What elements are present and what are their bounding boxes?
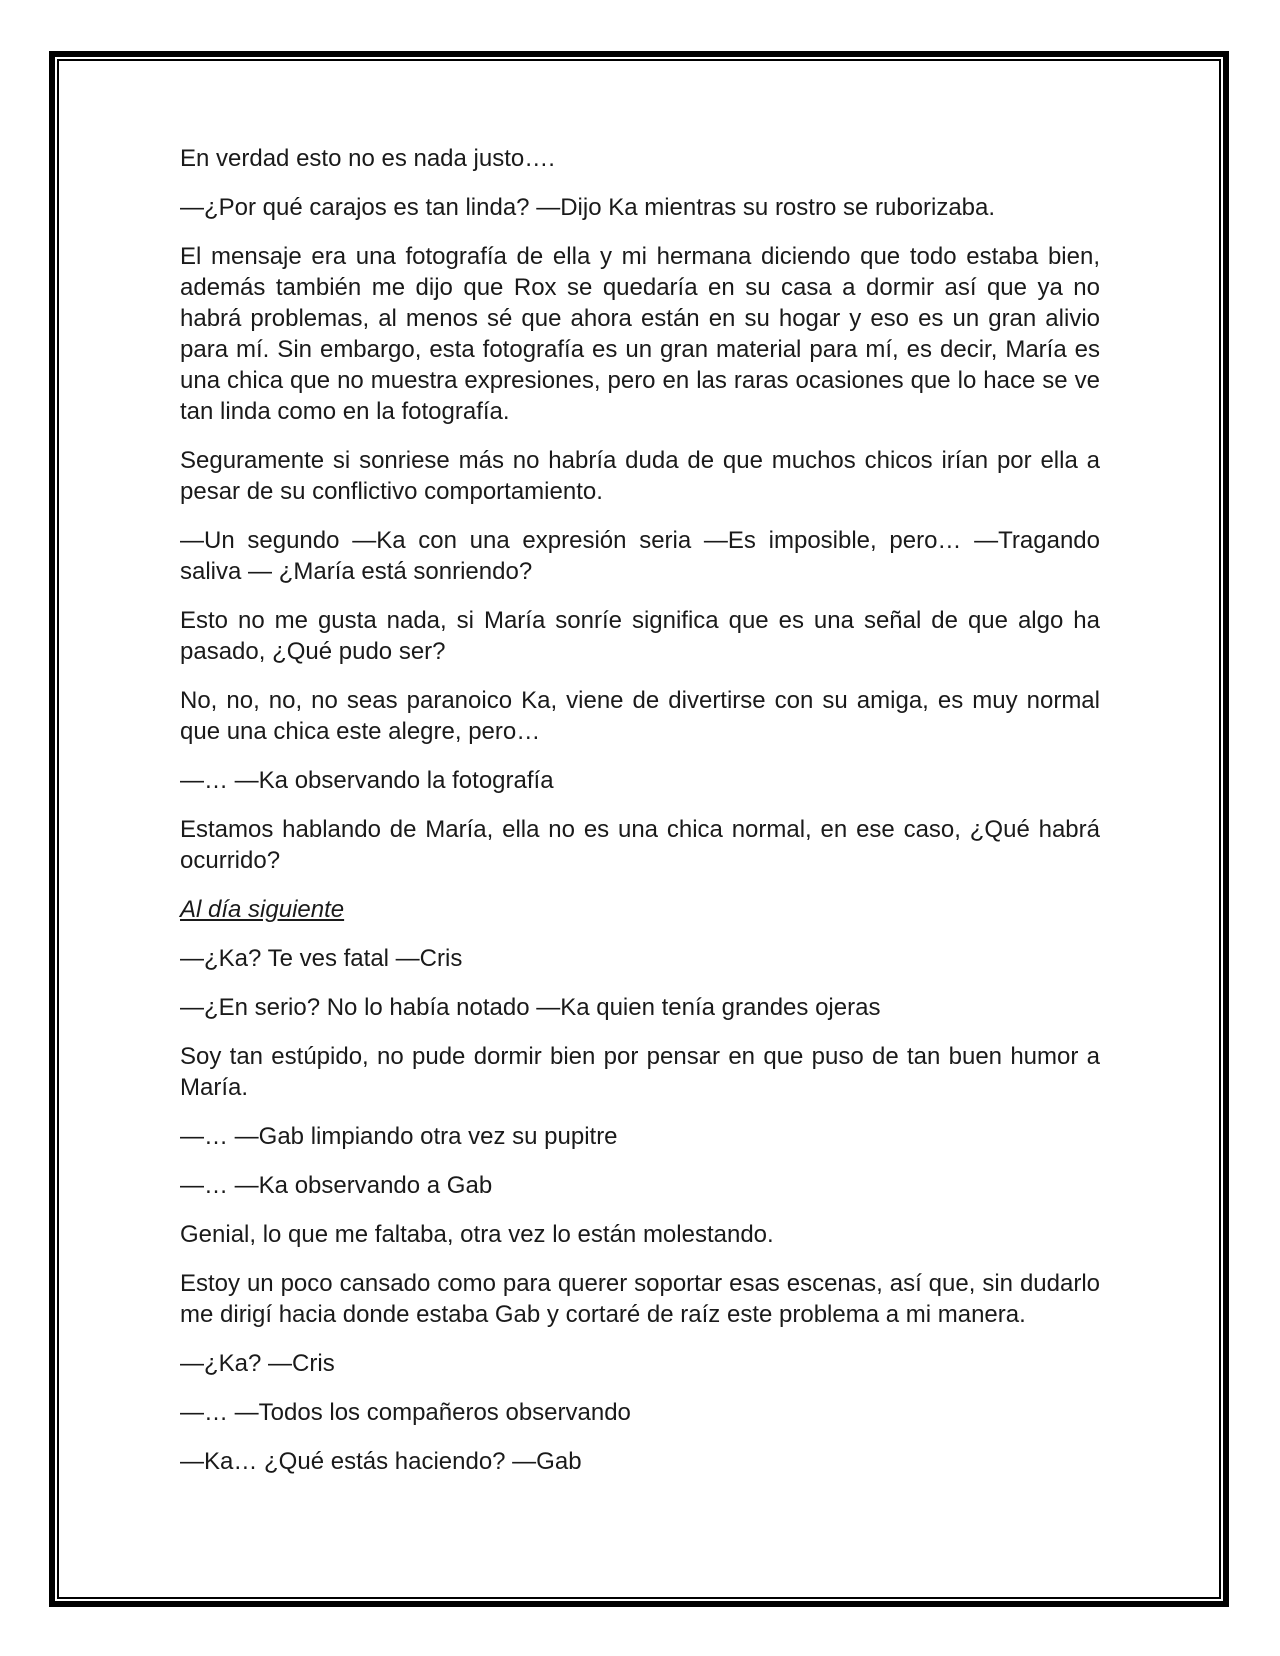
paragraph-17: Estoy un poco cansado como para querer soportar esas escenas, así que, sin dudarlo me dirigí hacia donde estaba Gab y cortaré de raíz este problema a mi manera. (180, 1270, 1100, 1328)
paragraph-09: Estamos hablando de María, ella no es una chica normal, en ese caso, ¿Qué habrá ocurrido? (180, 816, 1100, 874)
paragraph-13: Soy tan estúpido, no pude dormir bien por pensar en que puso de tan buen humor a María. (180, 1043, 1100, 1101)
paragraph-02: —¿Por qué carajos es tan linda? —Dijo Ka mientras su rostro se ruborizaba. (180, 194, 996, 221)
paragraph-03: El mensaje era una fotografía de ella y mi hermana diciendo que todo estaba bien, además también me dijo que Rox se quedaría en su casa a dormir así que ya no habrá problemas, al menos sé que ahora están en su hogar y eso es un gran alivio para mí. Sin embargo, esta fotografía es un gran material para mí, es decir, María es una chica que no muestra expresiones, pero en las raras ocasiones que lo hace se ve tan linda como en la fotografía. (180, 243, 1100, 425)
paragraph-19: —… —Todos los compañeros observando (180, 1399, 631, 1426)
paragraph-01: En verdad esto no es nada justo…. (180, 145, 555, 172)
paragraph-20: —Ka… ¿Qué estás haciendo? —Gab (180, 1448, 582, 1475)
document-content (59, 61, 1219, 1597)
paragraph-08: —… —Ka observando la fotografía (180, 767, 554, 794)
section-heading: Al día siguiente (180, 896, 345, 923)
paragraph-06: Esto no me gusta nada, si María sonríe significa que es una señal de que algo ha pasado, ¿Qué pudo ser? (180, 607, 1100, 665)
page-border-inner (57, 59, 1221, 1599)
paragraph-18: —¿Ka? —Cris (180, 1350, 335, 1377)
paragraph-16: Genial, lo que me faltaba, otra vez lo están molestando. (180, 1221, 774, 1248)
paragraph-12: —¿En serio? No lo había notado —Ka quien tenía grandes ojeras (180, 994, 881, 1021)
paragraph-04: Seguramente si sonriese más no habría duda de que muchos chicos irían por ella a pesar de su conflictivo comportamiento. (180, 447, 1100, 505)
paragraph-11: —¿Ka? Te ves fatal —Cris (180, 945, 463, 972)
paragraph-07: No, no, no, no seas paranoico Ka, viene de divertirse con su amiga, es muy normal que una chica este alegre, pero… (180, 687, 1100, 745)
paragraph-14: —… —Gab limpiando otra vez su pupitre (180, 1123, 618, 1150)
paragraph-05: —Un segundo —Ka con una expresión seria —Es imposible, pero… —Tragando saliva — ¿María está sonriendo? (180, 527, 1100, 585)
paragraph-15: —… —Ka observando a Gab (180, 1172, 493, 1199)
page-border-outer (49, 51, 1229, 1607)
